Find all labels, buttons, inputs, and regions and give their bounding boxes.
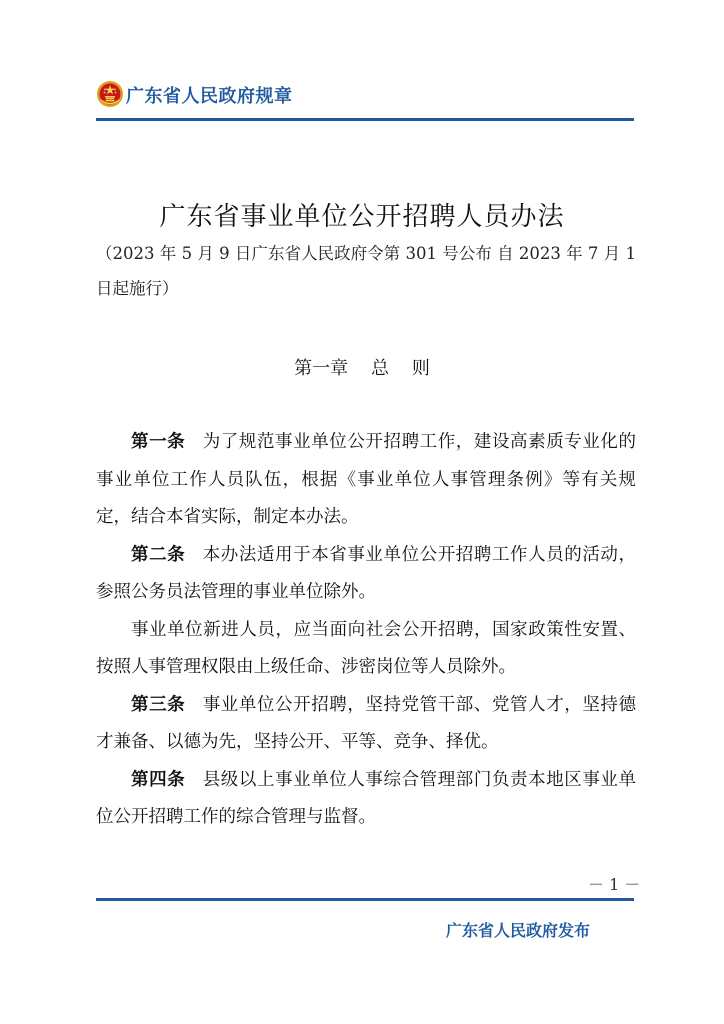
article-paragraph xyxy=(96,762,636,837)
article-text: 事业单位公开招聘，坚持党管干部、党管人才，坚持德才兼备、以德为先，坚持公开、平等、竞争、择优。 xyxy=(96,694,637,752)
document-title: 广东省事业单位公开招聘人员办法 xyxy=(159,202,565,232)
article-text: 县级以上事业单位人事综合管理部门负责本地区事业单位公开招聘工作的综合管理与监督。 xyxy=(96,769,637,827)
article-number: 第一条 xyxy=(131,432,186,452)
document-subtitle: （2023 年 5 月 9 日广东省人民政府令第 301 号公布 自 2023 年 7 月 1 日起施行） xyxy=(96,244,636,298)
footer-publisher: 广东省人民政府发布 xyxy=(445,921,590,940)
national-emblem-icon xyxy=(96,80,124,108)
footer-divider xyxy=(96,898,634,901)
header-divider xyxy=(96,118,634,121)
article-text: 为了规范事业单位公开招聘工作，建设高素质专业化的事业单位工作人员队伍，根据《事业单位人事管理条例》等有关规定，结合本省实际，制定本办法。 xyxy=(96,432,637,527)
article-text: 事业单位新进人员，应当面向社会公开招聘，国家政策性安置、按照人事管理权限由上级任命、涉密岗位等人员除外。 xyxy=(96,619,636,677)
document-body xyxy=(96,424,636,837)
article-number: 第二条 xyxy=(131,544,186,565)
article-paragraph xyxy=(96,687,636,762)
article-paragraph xyxy=(96,537,636,612)
article-text: 本办法适用于本省事业单位公开招聘工作人员的活动，参照公务员法管理的事业单位除外。 xyxy=(96,544,637,602)
header-title: 广东省人民政府规章 xyxy=(126,86,293,107)
article-paragraph xyxy=(96,612,636,687)
article-number: 第三条 xyxy=(131,694,186,715)
article-number: 第四条 xyxy=(131,769,186,790)
chapter-heading: 第一章 总 则 xyxy=(294,358,430,379)
article-paragraph xyxy=(96,424,636,537)
page-header xyxy=(96,76,636,120)
page-number: － 1 － xyxy=(588,875,641,894)
